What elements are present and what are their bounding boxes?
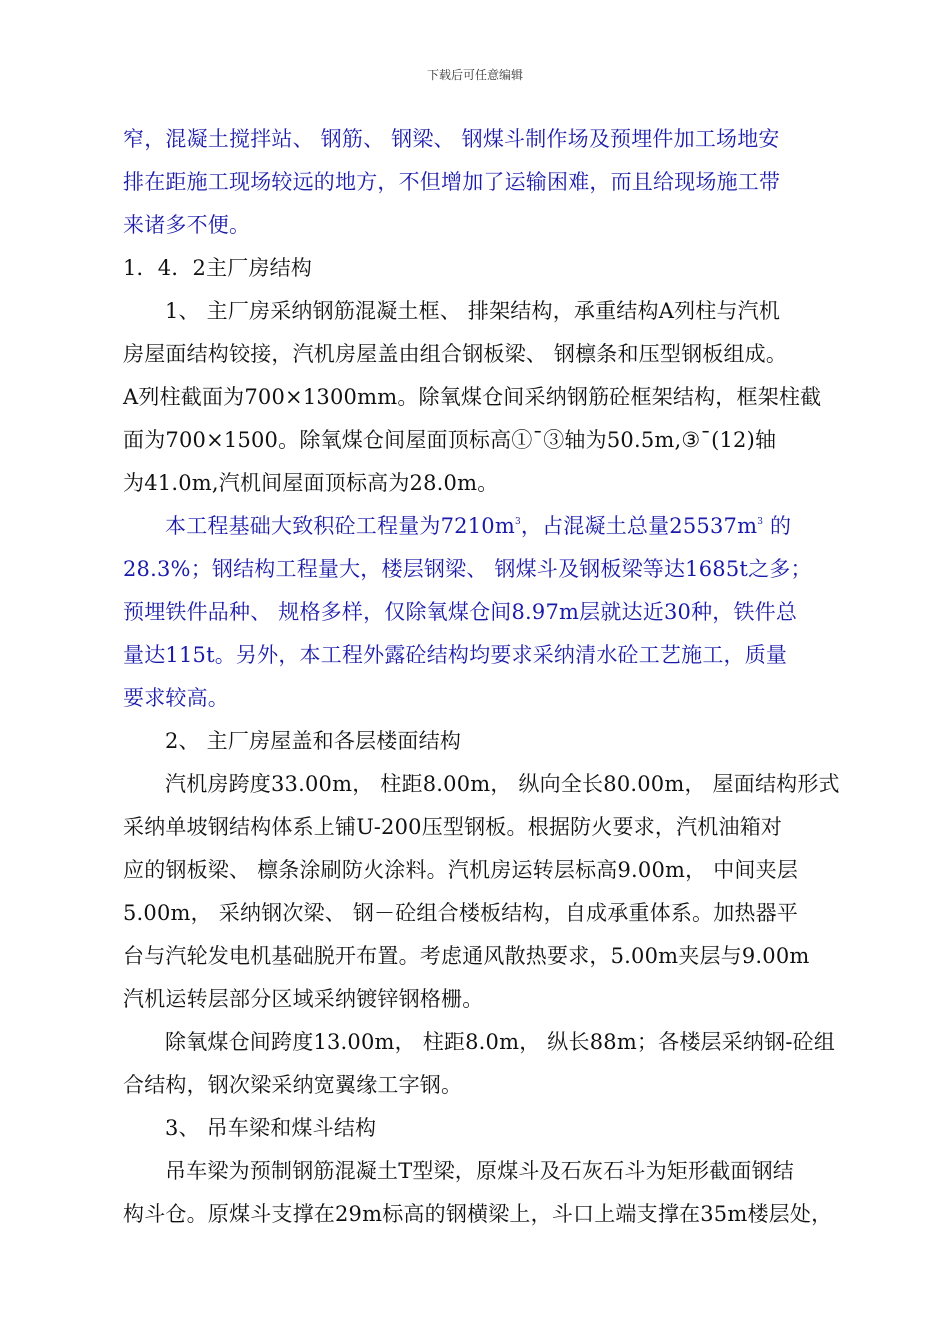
paragraph-line: 28.3%；钢结构工程量大，楼层钢梁、 钢煤斗及钢板梁等达1685t之多； xyxy=(123,557,812,581)
paragraph-line: 5.00m， 采纳钢次梁、 钢－砼组合楼板结构，自成承重体系。加热器平 xyxy=(123,901,799,925)
page-header: 下载后可任意编辑 xyxy=(426,68,523,82)
paragraph-line: 排在距施工现场较远的地方，不但增加了运输困难，而且给现场施工带 xyxy=(123,170,781,194)
paragraph-line: 合结构，钢次梁采纳宽翼缘工字钢。 xyxy=(123,1073,463,1097)
paragraph-line: 台与汽轮发电机基础脱开布置。考虑通风散热要求，5.00m夹层与9.00m xyxy=(123,944,810,968)
subsection-heading: 3、 吊车梁和煤斗结构 xyxy=(165,1116,377,1140)
text-span: 本工程基础大致积砼工程量为7210m xyxy=(165,514,515,538)
paragraph-line: 采纳单坡钢结构体系上铺U-200压型钢板。根据防火要求，汽机油箱对 xyxy=(123,815,783,839)
paragraph-line: 预埋铁件品种、 规格多样，仅除氧煤仓间8.97m层就达近30种，铁件总 xyxy=(123,600,798,624)
paragraph-line: 房屋面结构铰接，汽机房屋盖由组合钢板梁、 钢檩条和压型钢板组成。 xyxy=(123,342,788,366)
paragraph-line: 吊车梁为预制钢筋混凝土T型梁，原煤斗及石灰石斗为矩形截面钢结 xyxy=(165,1159,795,1183)
paragraph-line: 构斗仓。原煤斗支撑在29m标高的钢横梁上，斗口上端支撑在35m楼层处， xyxy=(123,1202,833,1226)
paragraph-line: 汽机运转层部分区域采纳镀锌钢格栅。 xyxy=(123,987,484,1011)
paragraph-line: 面为700×1500。除氧煤仓间屋面顶标高①¯③轴为50.5m,③¯(12)轴 xyxy=(123,428,777,452)
paragraph-line: 除氧煤仓间跨度13.00m， 柱距8.0m， 纵长88m；各楼层采纳钢-砼组 xyxy=(165,1030,836,1054)
paragraph-line: 应的钢板梁、 檩条涂刷防火涂料。汽机房运转层标高9.00m， 中间夹层 xyxy=(123,858,799,882)
paragraph-line-with-units xyxy=(123,505,863,548)
paragraph-line: A列柱截面为700×1300mm。除氧煤仓间采纳钢筋砼框架结构，框架柱截 xyxy=(123,385,822,409)
subsection-heading: 2、 主厂房屋盖和各层楼面结构 xyxy=(165,729,462,753)
paragraph-line: 窄，混凝土搅拌站、 钢筋、 钢梁、 钢煤斗制作场及预埋件加工场地安 xyxy=(123,127,780,151)
paragraph-line: 量达115t。另外，本工程外露砼结构均要求采纳清水砼工艺施工，质量 xyxy=(123,643,788,667)
superscript: 3 xyxy=(757,517,764,527)
paragraph-line: 来诸多不便。 xyxy=(123,213,251,237)
paragraph-line: 要求较高。 xyxy=(123,686,229,710)
document-body xyxy=(123,118,863,1236)
text-span: 的 xyxy=(763,514,792,538)
paragraph-line: 为41.0m,汽机间屋面顶标高为28.0m。 xyxy=(123,471,499,495)
text-span: ，占混凝土总量25537m xyxy=(520,514,758,538)
paragraph-line: 汽机房跨度33.00m， 柱距8.00m， 纵向全长80.00m， 屋面结构形式 xyxy=(165,772,840,796)
section-heading: 1．4．2主厂房结构 xyxy=(123,256,313,280)
superscript: 3 xyxy=(514,517,521,527)
subsection-heading: 1、 主厂房采纳钢筋混凝土框、 排架结构，承重结构A列柱与汽机 xyxy=(165,299,781,323)
